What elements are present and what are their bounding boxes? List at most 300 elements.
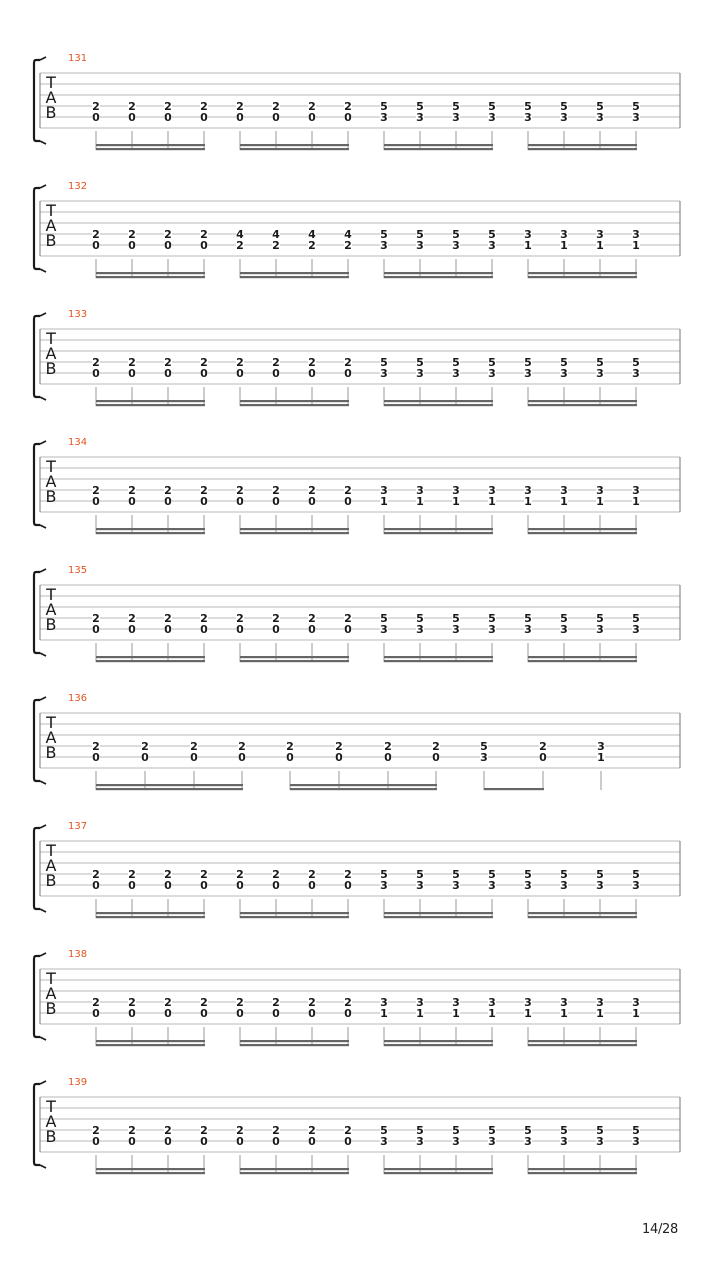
fret-number: 5: [380, 100, 388, 113]
tab-clef-letter: A: [45, 472, 57, 491]
fret-number: 3: [524, 879, 532, 892]
note-beam: [96, 404, 205, 406]
note-beam: [528, 656, 637, 658]
note-beam: [96, 912, 205, 914]
fret-number: 0: [92, 1135, 100, 1148]
bracket-hook-bottom: [40, 525, 46, 528]
note-beam: [96, 1168, 205, 1170]
fret-number: 2: [128, 996, 136, 1009]
note-beam: [528, 528, 637, 530]
fret-number: 0: [190, 751, 198, 764]
fret-number: 0: [128, 1007, 136, 1020]
fret-number: 3: [596, 228, 604, 241]
fret-number: 1: [488, 495, 496, 508]
fret-number: 0: [128, 1135, 136, 1148]
fret-number: 5: [416, 612, 424, 625]
fret-number: 2: [432, 740, 440, 753]
fret-number: 5: [380, 1124, 388, 1137]
measure-number: 131: [68, 53, 88, 64]
fret-number: 3: [416, 623, 424, 636]
fret-number: 0: [200, 239, 208, 252]
tab-clef-letter: A: [45, 984, 57, 1003]
note-beam: [384, 912, 493, 914]
note-beam: [528, 532, 637, 534]
tab-clef-letter: T: [46, 713, 56, 732]
fret-number: 5: [524, 1124, 532, 1137]
note-beam: [240, 916, 349, 918]
fret-number: 2: [236, 612, 244, 625]
fret-number: 1: [524, 1007, 532, 1020]
fret-number: 2: [190, 740, 198, 753]
fret-number: 3: [416, 367, 424, 380]
fret-number: 2: [92, 100, 100, 113]
fret-number: 3: [596, 484, 604, 497]
fret-number: 1: [596, 239, 604, 252]
fret-number: 3: [488, 1135, 496, 1148]
fret-number: 2: [272, 239, 280, 252]
fret-number: 3: [452, 996, 460, 1009]
fret-number: 2: [308, 1124, 316, 1137]
bracket-hook-bottom: [40, 1165, 46, 1168]
fret-number: 2: [236, 239, 244, 252]
fret-number: 3: [524, 111, 532, 124]
system-bracket: [34, 700, 40, 781]
fret-number: 0: [335, 751, 343, 764]
fret-number: 2: [335, 740, 343, 753]
fret-number: 0: [236, 623, 244, 636]
system-bracket: [34, 956, 40, 1037]
tab-clef-letter: A: [45, 344, 57, 363]
fret-number: 2: [200, 100, 208, 113]
tab-clef-letter: T: [46, 585, 56, 604]
fret-number: 2: [128, 356, 136, 369]
note-beam: [240, 144, 349, 146]
fret-number: 0: [92, 751, 100, 764]
fret-number: 0: [164, 239, 172, 252]
tab-clef-letter: A: [45, 1112, 57, 1131]
fret-number: 3: [560, 879, 568, 892]
fret-number: 0: [384, 751, 392, 764]
fret-number: 2: [272, 1124, 280, 1137]
fret-number: 2: [128, 1124, 136, 1137]
fret-number: 2: [308, 868, 316, 881]
note-beam: [528, 1044, 637, 1046]
note-beam: [384, 1040, 493, 1042]
tab-clef-letter: B: [45, 615, 57, 634]
system-bracket: [34, 60, 40, 141]
fret-number: 3: [632, 1135, 640, 1148]
fret-number: 2: [344, 612, 352, 625]
fret-number: 3: [560, 228, 568, 241]
fret-number: 5: [452, 228, 460, 241]
fret-number: 2: [272, 100, 280, 113]
fret-number: 2: [272, 356, 280, 369]
bracket-hook-top: [40, 697, 46, 700]
tab-clef-letter: T: [46, 969, 56, 988]
tab-clef-letter: B: [45, 999, 57, 1018]
fret-number: 2: [141, 740, 149, 753]
fret-number: 1: [380, 1007, 388, 1020]
fret-number: 3: [632, 484, 640, 497]
bracket-hook-bottom: [40, 397, 46, 400]
tab-clef-letter: A: [45, 856, 57, 875]
fret-number: 0: [236, 367, 244, 380]
note-beam: [290, 788, 437, 790]
note-beam: [384, 400, 493, 402]
note-beam: [240, 148, 349, 150]
bracket-hook-top: [40, 1081, 46, 1084]
fret-number: 3: [560, 996, 568, 1009]
note-beam: [384, 656, 493, 658]
fret-number: 5: [416, 356, 424, 369]
fret-number: 2: [200, 356, 208, 369]
fret-number: 5: [380, 612, 388, 625]
fret-number: 2: [200, 484, 208, 497]
fret-number: 1: [416, 1007, 424, 1020]
fret-number: 0: [92, 623, 100, 636]
fret-number: 2: [128, 612, 136, 625]
fret-number: 5: [416, 228, 424, 241]
bracket-hook-bottom: [40, 781, 46, 784]
fret-number: 5: [560, 1124, 568, 1137]
fret-number: 3: [596, 111, 604, 124]
fret-number: 5: [452, 356, 460, 369]
fret-number: 3: [524, 623, 532, 636]
fret-number: 2: [384, 740, 392, 753]
fret-number: 0: [272, 495, 280, 508]
fret-number: 0: [344, 1135, 352, 1148]
fret-number: 0: [308, 495, 316, 508]
fret-number: 0: [272, 1007, 280, 1020]
bracket-hook-top: [40, 441, 46, 444]
measure-number: 139: [68, 1077, 88, 1088]
fret-number: 3: [380, 239, 388, 252]
fret-number: 2: [164, 996, 172, 1009]
fret-number: 1: [452, 1007, 460, 1020]
fret-number: 3: [632, 996, 640, 1009]
fret-number: 3: [488, 239, 496, 252]
fret-number: 3: [480, 751, 488, 764]
fret-number: 5: [632, 356, 640, 369]
note-beam: [96, 916, 205, 918]
fret-number: 0: [200, 1135, 208, 1148]
note-beam: [384, 404, 493, 406]
fret-number: 3: [488, 111, 496, 124]
fret-number: 5: [596, 356, 604, 369]
fret-number: 0: [344, 111, 352, 124]
fret-number: 0: [236, 111, 244, 124]
fret-number: 3: [596, 996, 604, 1009]
fret-number: 5: [596, 868, 604, 881]
measure-number: 138: [68, 949, 88, 960]
bracket-hook-top: [40, 825, 46, 828]
tab-clef-letter: B: [45, 487, 57, 506]
tab-clef-letter: T: [46, 329, 56, 348]
fret-number: 0: [200, 1007, 208, 1020]
fret-number: 2: [200, 868, 208, 881]
fret-number: 3: [560, 484, 568, 497]
fret-number: 2: [272, 612, 280, 625]
note-beam: [384, 1168, 493, 1170]
fret-number: 0: [236, 1007, 244, 1020]
fret-number: 5: [488, 356, 496, 369]
note-beam: [240, 660, 349, 662]
fret-number: 2: [92, 356, 100, 369]
fret-number: 0: [344, 623, 352, 636]
measure-number: 134: [68, 437, 88, 448]
fret-number: 0: [308, 623, 316, 636]
fret-number: 2: [308, 996, 316, 1009]
fret-number: 2: [92, 612, 100, 625]
measure-number: 136: [68, 693, 88, 704]
fret-number: 2: [344, 484, 352, 497]
fret-number: 3: [632, 879, 640, 892]
fret-number: 5: [380, 868, 388, 881]
tab-clef-letter: B: [45, 359, 57, 378]
fret-number: 0: [308, 1135, 316, 1148]
measure-number: 133: [68, 309, 88, 320]
fret-number: 3: [596, 1135, 604, 1148]
bracket-hook-top: [40, 185, 46, 188]
fret-number: 3: [560, 1135, 568, 1148]
fret-number: 5: [560, 612, 568, 625]
tab-clef-letter: A: [45, 728, 57, 747]
fret-number: 5: [524, 100, 532, 113]
fret-number: 5: [452, 612, 460, 625]
fret-number: 2: [539, 740, 547, 753]
fret-number: 2: [164, 1124, 172, 1137]
note-beam: [384, 1044, 493, 1046]
note-beam: [528, 1172, 637, 1174]
fret-number: 0: [128, 367, 136, 380]
fret-number: 0: [128, 879, 136, 892]
fret-number: 3: [416, 996, 424, 1009]
fret-number: 5: [452, 868, 460, 881]
fret-number: 0: [272, 111, 280, 124]
fret-number: 1: [596, 495, 604, 508]
fret-number: 2: [236, 1124, 244, 1137]
tab-clef-letter: B: [45, 871, 57, 890]
note-beam: [96, 1040, 205, 1042]
fret-number: 0: [344, 367, 352, 380]
fret-number: 0: [164, 623, 172, 636]
note-beam: [240, 1172, 349, 1174]
fret-number: 3: [524, 228, 532, 241]
fret-number: 2: [92, 868, 100, 881]
fret-number: 2: [128, 868, 136, 881]
fret-number: 5: [596, 100, 604, 113]
fret-number: 1: [488, 1007, 496, 1020]
note-beam: [96, 532, 205, 534]
fret-number: 5: [596, 612, 604, 625]
fret-number: 0: [92, 1007, 100, 1020]
note-beam: [528, 276, 637, 278]
fret-number: 1: [416, 495, 424, 508]
fret-number: 0: [539, 751, 547, 764]
fret-number: 0: [92, 879, 100, 892]
fret-number: 0: [200, 111, 208, 124]
fret-number: 3: [380, 879, 388, 892]
fret-number: 2: [344, 868, 352, 881]
fret-number: 0: [128, 623, 136, 636]
bracket-hook-top: [40, 569, 46, 572]
fret-number: 2: [200, 228, 208, 241]
fret-number: 5: [416, 868, 424, 881]
fret-number: 0: [128, 239, 136, 252]
fret-number: 2: [308, 356, 316, 369]
fret-number: 5: [488, 868, 496, 881]
fret-number: 0: [236, 495, 244, 508]
note-beam: [384, 528, 493, 530]
fret-number: 3: [524, 367, 532, 380]
fret-number: 2: [272, 868, 280, 881]
fret-number: 5: [380, 228, 388, 241]
fret-number: 5: [596, 1124, 604, 1137]
fret-number: 3: [380, 484, 388, 497]
note-beam: [528, 916, 637, 918]
note-beam: [240, 528, 349, 530]
tab-clef-letter: T: [46, 73, 56, 92]
fret-number: 3: [524, 1135, 532, 1148]
note-beam: [240, 1168, 349, 1170]
note-beam: [528, 1040, 637, 1042]
system-bracket: [34, 828, 40, 909]
fret-number: 3: [632, 111, 640, 124]
fret-number: 3: [488, 484, 496, 497]
fret-number: 2: [236, 996, 244, 1009]
note-beam: [96, 148, 205, 150]
fret-number: 0: [308, 879, 316, 892]
note-beam: [240, 400, 349, 402]
note-beam: [290, 784, 437, 786]
fret-number: 5: [488, 612, 496, 625]
fret-number: 2: [308, 100, 316, 113]
bracket-hook-bottom: [40, 141, 46, 144]
tab-clef-letter: B: [45, 103, 57, 122]
fret-number: 0: [200, 367, 208, 380]
tab-clef-letter: B: [45, 1127, 57, 1146]
fret-number: 5: [524, 612, 532, 625]
system-bracket: [34, 572, 40, 653]
fret-number: 0: [272, 1135, 280, 1148]
fret-number: 5: [380, 356, 388, 369]
fret-number: 3: [596, 367, 604, 380]
fret-number: 5: [632, 1124, 640, 1137]
fret-number: 3: [488, 879, 496, 892]
tab-clef-letter: A: [45, 600, 57, 619]
fret-number: 2: [272, 484, 280, 497]
note-beam: [528, 400, 637, 402]
fret-number: 0: [164, 367, 172, 380]
fret-number: 5: [560, 100, 568, 113]
note-beam: [384, 532, 493, 534]
fret-number: 1: [560, 239, 568, 252]
bracket-hook-bottom: [40, 909, 46, 912]
fret-number: 3: [596, 623, 604, 636]
tab-clef-letter: A: [45, 88, 57, 107]
fret-number: 2: [200, 1124, 208, 1137]
fret-number: 0: [128, 495, 136, 508]
note-beam: [96, 276, 205, 278]
system-bracket: [34, 444, 40, 525]
fret-number: 3: [632, 367, 640, 380]
fret-number: 3: [452, 879, 460, 892]
note-beam: [484, 788, 544, 790]
note-beam: [384, 272, 493, 274]
note-beam: [528, 144, 637, 146]
fret-number: 3: [452, 623, 460, 636]
fret-number: 5: [452, 1124, 460, 1137]
fret-number: 5: [488, 100, 496, 113]
note-beam: [528, 660, 637, 662]
note-beam: [240, 1040, 349, 1042]
fret-number: 2: [344, 100, 352, 113]
note-beam: [96, 660, 205, 662]
fret-number: 2: [238, 740, 246, 753]
fret-number: 2: [344, 1124, 352, 1137]
fret-number: 2: [344, 239, 352, 252]
fret-number: 5: [416, 100, 424, 113]
fret-number: 2: [344, 356, 352, 369]
fret-number: 3: [632, 228, 640, 241]
fret-number: 3: [560, 111, 568, 124]
page-number: 14/28: [642, 1222, 678, 1237]
fret-number: 3: [560, 623, 568, 636]
tab-clef-letter: B: [45, 231, 57, 250]
fret-number: 5: [632, 612, 640, 625]
fret-number: 5: [416, 1124, 424, 1137]
fret-number: 3: [416, 239, 424, 252]
fret-number: 1: [597, 751, 605, 764]
fret-number: 3: [380, 111, 388, 124]
note-beam: [240, 272, 349, 274]
fret-number: 2: [308, 239, 316, 252]
fret-number: 0: [236, 879, 244, 892]
fret-number: 2: [308, 612, 316, 625]
fret-number: 0: [128, 111, 136, 124]
note-beam: [240, 656, 349, 658]
fret-number: 0: [272, 623, 280, 636]
fret-number: 3: [452, 239, 460, 252]
fret-number: 0: [164, 879, 172, 892]
fret-number: 2: [236, 100, 244, 113]
fret-number: 0: [344, 495, 352, 508]
system-bracket: [34, 1084, 40, 1165]
fret-number: 5: [488, 228, 496, 241]
tab-clef-letter: B: [45, 743, 57, 762]
fret-number: 0: [92, 495, 100, 508]
fret-number: 2: [164, 612, 172, 625]
fret-number: 2: [236, 356, 244, 369]
note-beam: [240, 404, 349, 406]
fret-number: 3: [488, 367, 496, 380]
note-beam: [384, 1172, 493, 1174]
fret-number: 2: [128, 228, 136, 241]
fret-number: 0: [164, 495, 172, 508]
note-beam: [240, 532, 349, 534]
fret-number: 2: [286, 740, 294, 753]
fret-number: 5: [632, 868, 640, 881]
measure-number: 135: [68, 565, 88, 576]
measure-number: 137: [68, 821, 88, 832]
system-bracket: [34, 188, 40, 269]
fret-number: 1: [560, 495, 568, 508]
note-beam: [528, 1168, 637, 1170]
fret-number: 1: [632, 239, 640, 252]
fret-number: 3: [524, 996, 532, 1009]
fret-number: 1: [524, 495, 532, 508]
bracket-hook-top: [40, 953, 46, 956]
